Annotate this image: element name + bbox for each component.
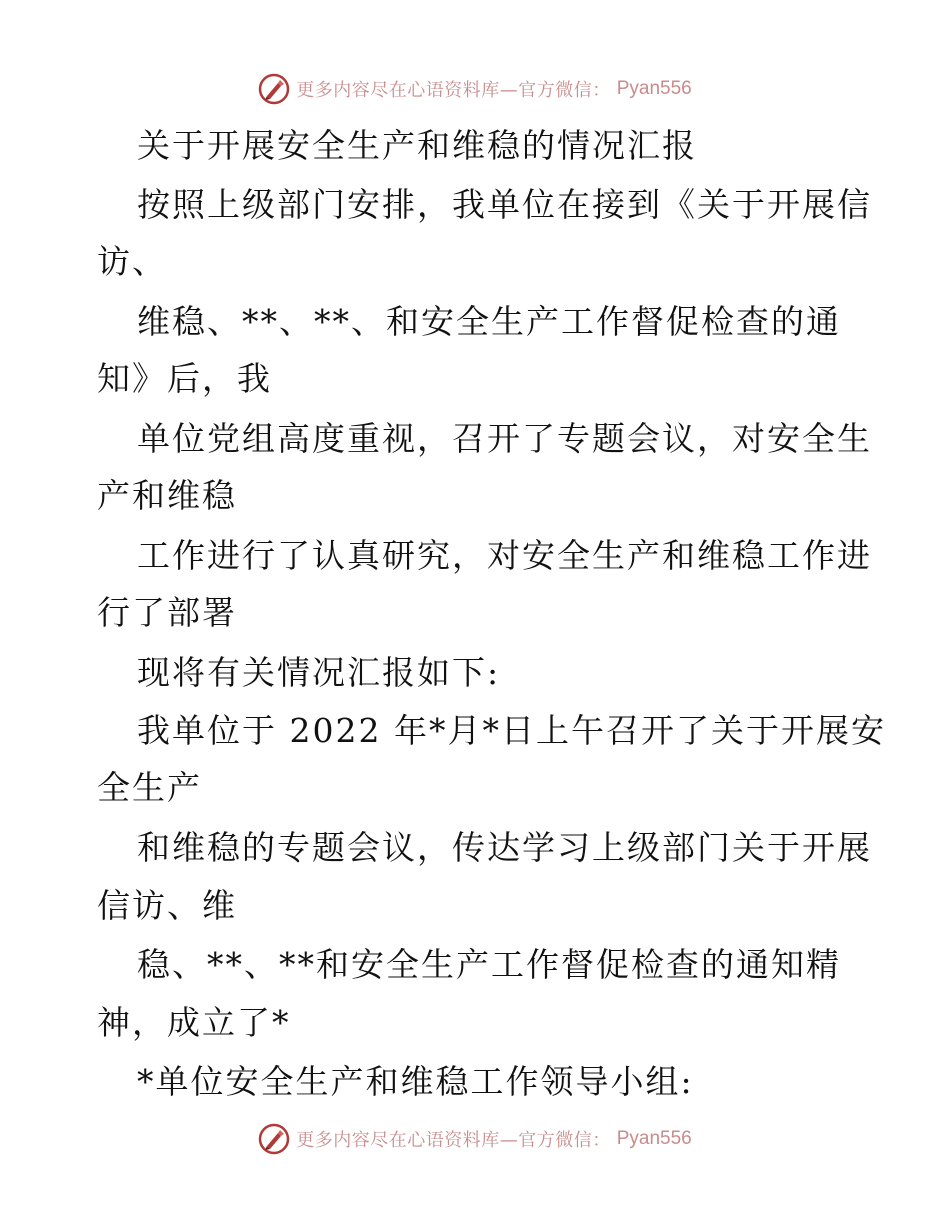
paragraph-line: 神，成立了* <box>97 1003 291 1042</box>
watermark-wechat-id: Pyan556 <box>616 78 692 99</box>
pen-logo-icon <box>258 1123 290 1155</box>
watermark-text: 更多内容尽在心语资料库—官方微信： <box>296 80 611 101</box>
paragraph-line: 按照上级部门安排，我单位在接到《关于开展信 <box>137 185 872 224</box>
paragraph-line: 知》后，我 <box>97 359 272 398</box>
paragraph-line: 维稳、**、**、和安全生产工作督促检查的通 <box>137 302 841 341</box>
paragraph-line: 工作进行了认真研究，对安全生产和维稳工作进 <box>137 536 872 575</box>
watermark-wechat-id: Pyan556 <box>616 1128 692 1149</box>
header-watermark <box>0 72 950 106</box>
paragraph-line: 和维稳的专题会议，传达学习上级部门关于开展 <box>137 828 872 867</box>
pen-logo-icon <box>258 73 290 105</box>
paragraph-line: 稳、**、**和安全生产工作督促检查的通知精 <box>137 945 841 984</box>
paragraph-line: 行了部署 <box>97 593 237 632</box>
footer-watermark <box>0 1122 950 1156</box>
paragraph-line: 产和维稳 <box>97 476 237 515</box>
paragraph-line: 我单位于 2022 年*月*日上午召开了关于开展安 <box>137 711 886 750</box>
paragraph-line: 信访、维 <box>97 886 237 925</box>
document-title: 关于开展安全生产和维稳的情况汇报 <box>137 126 697 165</box>
paragraph-line: 访、 <box>97 242 167 281</box>
paragraph-line: 现将有关情况汇报如下: <box>137 653 501 692</box>
paragraph-line: *单位安全生产和维稳工作领导小组: <box>137 1062 694 1101</box>
watermark-text: 更多内容尽在心语资料库—官方微信： <box>296 1130 611 1151</box>
paragraph-line: 单位党组高度重视，召开了专题会议，对安全生 <box>137 419 872 458</box>
paragraph-line: 全生产 <box>97 768 202 807</box>
